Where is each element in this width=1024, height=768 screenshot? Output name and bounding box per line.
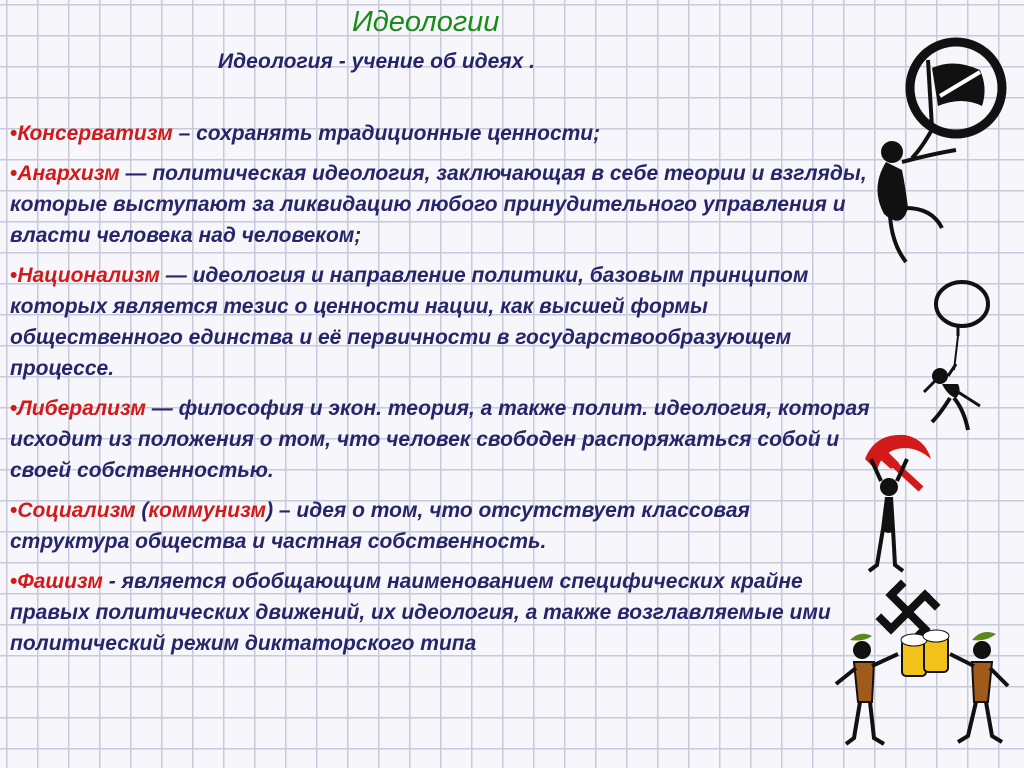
bullet: •	[10, 570, 18, 593]
swastika-beer-figures-icon	[828, 578, 1018, 766]
definition-socialism: ) – идея о том, что отсутствует классовая структура общества и частная собственность.	[10, 499, 750, 553]
page-title: Идеологии	[352, 6, 500, 38]
list-item-liberalism	[10, 393, 870, 486]
list-item-conservatism	[10, 118, 870, 149]
definition-conservatism: – сохранять традиционные ценности;	[172, 122, 601, 145]
list-item-fascism	[10, 566, 870, 659]
bullet: •	[10, 122, 18, 145]
term-communism: коммунизм	[148, 499, 267, 522]
paren-open: (	[135, 499, 149, 522]
bullet: •	[10, 264, 18, 287]
anarchy-figure-icon	[862, 30, 1012, 270]
definition-liberalism: — философия и экон. теория, а также полит. идеология, которая исходит из положения о том, что человек свободен распоряжаться собой и своей собственностью.	[10, 397, 870, 482]
ideology-list	[10, 118, 870, 668]
list-item-socialism	[10, 495, 870, 557]
term-anarchism: Анархизм	[17, 162, 120, 185]
term-nationalism: Национализм	[17, 264, 160, 287]
list-item-anarchism	[10, 158, 870, 251]
definition-fascism: - является обобщающим наименованием специфических крайне правых политических движений, их идеология, а также возглавляемые ими политический режим диктаторского типа	[10, 570, 831, 655]
term-conservatism: Консерватизм	[17, 122, 173, 145]
term-liberalism: Либерализм	[17, 397, 146, 420]
bullet: •	[10, 499, 18, 522]
bullet: •	[10, 397, 18, 420]
bullet: •	[10, 162, 18, 185]
page-subtitle: Идеология - учение об идеях .	[218, 50, 536, 73]
definition-nationalism: — идеология и направление политики, базовым принципом которых является тезис о ценности нации, как высшей формы общественного единства и её первичности в государствообразующем процессе.	[10, 264, 809, 380]
term-fascism: Фашизм	[17, 570, 103, 593]
list-item-nationalism	[10, 260, 870, 384]
hammer-sickle-figure-icon	[855, 425, 945, 575]
term-socialism: Социализм	[17, 499, 136, 522]
definition-anarchism: — политическая идеология, заключающая в себе теории и взгляды, которые выступают за ликвидацию любого принудительного управления и власти человека над человеком;	[10, 162, 867, 247]
